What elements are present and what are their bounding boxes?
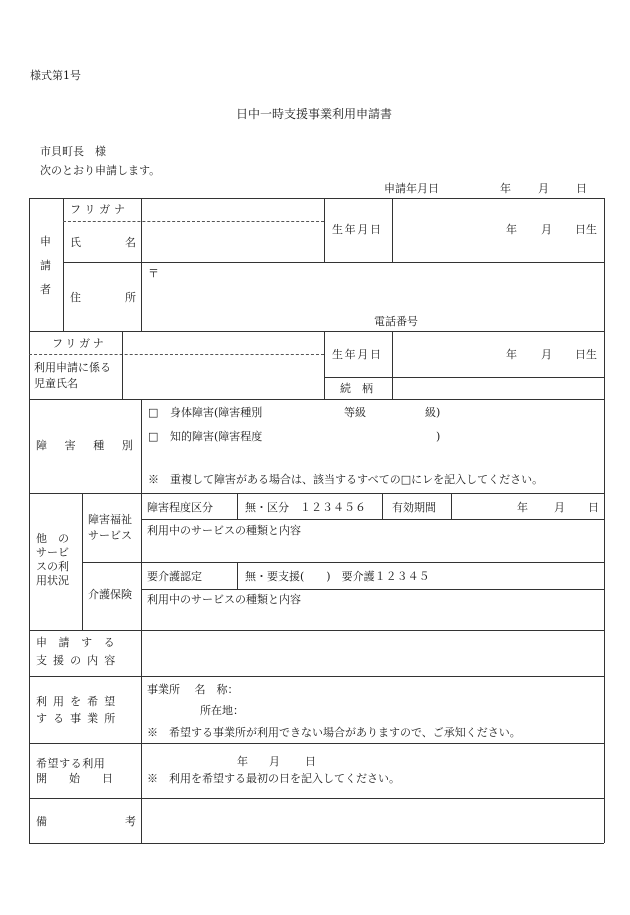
phone-label: 電話番号 [374,315,418,328]
other-services-label-4: 用状況 [36,574,69,587]
intro-text: 次のとおり申請します。 [40,164,161,177]
start-date-label-2: 開 始 日 [36,772,113,785]
remarks-label-2: 考 [125,815,136,828]
applicant-label-3: 者 [40,283,51,296]
support-level-label: 障害程度区分 [147,501,213,514]
facility-address-label: 所在地： [200,704,244,717]
applicant-birth-year[interactable]: 年 [506,223,517,236]
facility-name-field[interactable] [245,680,600,698]
start-date-day[interactable]: 日 [305,755,316,768]
intellectual-checkbox[interactable]: □ [148,430,159,443]
validity-label: 有効期間 [392,501,436,514]
form-number: 様式第1号 [30,69,81,82]
physical-checkbox[interactable]: □ [148,406,159,419]
child-birth-year[interactable]: 年 [506,348,517,361]
child-birth-month[interactable]: 月 [541,348,552,361]
welfare-content-label: 利用中のサービスの種類と内容 [147,524,301,537]
welfare-content-field[interactable] [143,540,603,561]
child-relation-field[interactable] [394,379,602,398]
other-services-label-3: スの利 [36,560,69,573]
physical-grade-end: 級) [425,406,441,419]
desired-facility-note: ※ 希望する事業所が利用できない場合がありますので、ご承知ください。 [147,726,521,739]
applicant-furigana-label: フリガナ [70,203,129,216]
child-furigana-field[interactable] [124,333,322,353]
disability-note: ※ 重複して障害がある場合は、該当するすべての□にレを記入してください。 [148,473,544,486]
child-furigana-label: フリガナ [52,337,107,350]
validity-year[interactable]: 年 [517,501,528,514]
disability-label: 障害種別 [36,439,151,452]
desired-facility-label-1: 利用を希望 [36,695,122,708]
applicant-label-1: 申 [40,235,51,248]
remarks-label-1: 備 [36,815,47,828]
child-relation-label: 続 柄 [340,382,373,395]
facility-address-field[interactable] [245,701,600,719]
applicant-address-label-1: 住 [70,291,81,304]
addressee: 市貝町長 様 [40,145,106,158]
application-date-label: 申請年月日 [384,182,439,195]
applicant-name-field[interactable] [143,223,323,261]
care-label: 介護保険 [88,588,132,601]
child-birth-label: 生年月日 [332,348,383,361]
child-birth-day[interactable]: 日生 [575,348,597,361]
applicant-birth-label: 生年月日 [332,223,383,236]
start-date-month[interactable]: 月 [269,755,280,768]
care-cert-label: 要介護認定 [147,570,202,583]
child-name-field[interactable] [124,357,322,397]
start-date-label-1: 希望する利用 [36,757,106,770]
requested-support-label-2: 支援の内容 [36,654,122,667]
application-date-month[interactable]: 月 [538,182,549,195]
applicant-birth-month[interactable]: 月 [541,223,552,236]
care-cert-value[interactable]: 無・要支援( ) 要介護１２３４５ [245,570,430,583]
applicant-address-label-2: 所 [125,291,136,304]
application-date-day[interactable]: 日 [576,182,587,195]
child-name-label-line1: 利用申請に係る [34,361,111,374]
start-date-year[interactable]: 年 [237,755,248,768]
welfare-label-line2: サービス [88,529,132,542]
validity-day[interactable]: 日 [588,501,599,514]
care-content-label: 利用中のサービスの種類と内容 [147,593,301,606]
welfare-label-line1: 障害福祉 [88,513,132,526]
applicant-label-2: 請 [40,259,51,272]
intellectual-disability-text: 知的障害(障害程度 [170,430,263,443]
applicant-name-label-1: 氏 [70,236,81,249]
remarks-field[interactable] [143,800,603,842]
child-name-label-line2: 児童氏名 [34,377,78,390]
other-services-label-1: 他 の [36,532,69,545]
start-date-note: ※ 利用を希望する最初の日を記入してください。 [147,772,400,785]
requested-support-label-1: 申請する [36,636,127,649]
applicant-birth-day[interactable]: 日生 [575,223,597,236]
applicant-furigana-field[interactable] [143,200,323,220]
facility-name-label: 事業所 名 称： [147,683,239,696]
other-services-label-2: サービ [36,546,69,559]
validity-month[interactable]: 月 [554,501,565,514]
page-title: 日中一時支援事業利用申請書 [236,107,393,121]
applicant-address-field[interactable] [160,266,600,306]
applicant-name-label-2: 名 [125,236,136,249]
requested-support-field[interactable] [143,632,603,675]
application-date-year[interactable]: 年 [500,182,511,195]
physical-grade-label: 等級 [344,406,366,419]
support-level-value[interactable]: 無・区分 １２３４５６ [245,501,366,514]
physical-disability-text: 身体障害(障害種別 [170,406,263,419]
postal-mark: 〒 [148,267,159,280]
intellectual-end: ) [436,430,441,443]
care-content-field[interactable] [143,609,603,629]
desired-facility-label-2: する事業所 [36,712,122,725]
